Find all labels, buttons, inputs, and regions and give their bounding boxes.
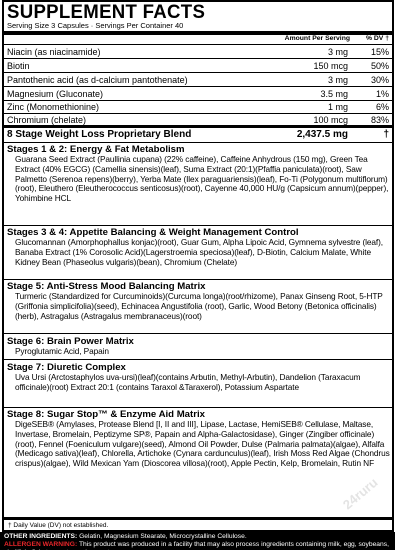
stage-ingredients: Guarana Seed Extract (Paullinia cupana) (22% caffeine), Caffeine Anhydrous (150 mg), Green Tea Extract (40% EGCG) (Camellia sinensis)(leaf), Suma Extract (20:1)(Pfaffia paniculata)(root), Saw Palmetto (Serenoa repens)(berry), Yerba Mate (Ilex paraguariensis)(leaf), Fo-Ti (Polygonum multiflorum)(root), Eleuthero (Eleutherococcus senticosus)(root), Cayenne 40,000 HU/g (Capsicum annum)(pepper), Yohimbine HCL <box>15 154 389 204</box>
nutrient-name: Biotin <box>7 61 30 71</box>
dv-header: % DV † <box>365 35 389 42</box>
divider <box>4 225 392 226</box>
nutrient-row <box>4 75 392 86</box>
stage-title: Stage 8: Sugar Stop™ & Enzyme Aid Matrix <box>7 409 205 420</box>
dv-footnote: † Daily Value (DV) not established. <box>8 522 109 529</box>
serving-info: Serving Size 3 Capsules · Servings Per Container 40 <box>7 21 184 30</box>
stage-section <box>7 144 391 204</box>
nutrient-dv: 15% <box>370 47 389 57</box>
stage-section <box>7 227 391 267</box>
stage-ingredients: Glucomannan (Amorphophallus konjac)(root), Guar Gum, Alpha Lipoic Acid, Gymnema sylvestre (leaf), Banaba Extract (1% Corosolic Acid)(Lagerstroemia speciosa)(leaf), D-Biotin, Calcium Malate, White Kidney Bean (Phaseolus vulgaris)(bean), Chromium (Chelate) <box>15 237 383 267</box>
nutrient-name: Niacin (as niacinamide) <box>7 47 101 57</box>
divider <box>4 407 392 408</box>
nutrient-row <box>4 89 392 100</box>
stage-section <box>7 336 391 357</box>
divider <box>4 86 392 87</box>
nutrient-amount: 3 mg <box>327 75 348 85</box>
divider-thick <box>4 517 392 520</box>
divider <box>4 113 392 114</box>
stage-title: Stage 7: Diuretic Complex <box>7 362 126 373</box>
divider <box>4 359 392 360</box>
nutrient-row <box>4 47 392 58</box>
stage-section <box>7 281 391 321</box>
nutrient-dv: 50% <box>370 61 389 71</box>
stage-section <box>7 362 391 393</box>
amount-header: Amount Per Serving <box>284 35 350 42</box>
allergen-text: This product was produced in a facility that may also process ingredients containing milk, egg, soybeans, shellfish, fish, tree nuts, and peanuts. <box>4 540 389 556</box>
nutrient-dv: 83% <box>370 115 389 125</box>
divider <box>4 142 392 143</box>
blend-dv: † <box>383 129 389 140</box>
nutrient-amount: 1 mg <box>327 102 348 112</box>
nutrient-amount: 100 mcg <box>313 115 348 125</box>
blend-amount: 2,437.5 mg <box>296 129 348 140</box>
nutrient-dv: 6% <box>375 102 389 112</box>
other-ingredients-text: Gelatin, Magnesium Stearate, Microcrystalline Cellulose. <box>79 533 247 540</box>
other-ingredients-bar <box>0 532 395 556</box>
watermark: 24ruru <box>339 474 381 513</box>
facts-panel <box>2 0 394 532</box>
allergen-label: ALLERGEN WARNING: <box>4 540 78 548</box>
stage-ingredients: Uva Ursi (Arctostaphylos uva-ursi)(leaf)(contains Arbutin, Methyl-Arbutin), Dandelion (Taraxacum officinale)(root) Extract 20:1 (contains Taraxol &Taraxerol), Potassium Aspartate <box>15 372 361 392</box>
nutrient-name: Magnesium (Gluconate) <box>7 89 104 99</box>
blend-name: 8 Stage Weight Loss Proprietary Blend <box>7 129 192 140</box>
stage-ingredients: DigeSEB® (Amylases, Protease Blend [I, II and III], Lipase, Lactase, HemiSEB® Cellulase, Maltase, Invertase, Bromelain, Peptizyme SP®, Papain and Alpha-Galactosidase), Ginger (Zingiber officinale)(root), Fennel (Foeniculum vulgare)(seed), Almond Oil Powder, Dulse (Palmaria palmata)(algae), Alfalfa (Medicago sativa)(leaf), Chlorella, Artichoke (Cynara cardunculus)(leaf), Irish Moss Red Algae (Chondrus crispus)(algae), Wild Mexican Yam (Dioscorea villosa)(root), Apple Pectin, Kelp, Bromelain, Rutin NF <box>15 419 390 469</box>
nutrient-amount: 3.5 mg <box>320 89 348 99</box>
allergen-line <box>4 541 391 556</box>
nutrient-name: Pantothenic acid (as d-calcium pantothenate) <box>7 75 188 85</box>
nutrient-dv: 30% <box>370 75 389 85</box>
nutrient-amount: 3 mg <box>327 47 348 57</box>
stage-title: Stages 1 & 2: Energy & Fat Metabolism <box>7 144 185 155</box>
divider <box>4 100 392 101</box>
divider <box>4 44 392 45</box>
nutrient-row <box>4 61 392 72</box>
stage-ingredients: Turmeric (Standardized for Curcuminoids)(Curcuma longa)(root/rhizome), Panax Ginseng Root, 5-HTP (Griffonia simplicifolia)(seed), Echinacea Angustifolia (root), Garlic, Wood Betony (Betonica officinalis)(herb), Astragalus (Astragalus membranaceus)(root) <box>15 291 383 321</box>
stage-title: Stages 3 & 4: Appetite Balancing & Weight Management Control <box>7 227 299 238</box>
nutrient-name: Chromium (chelate) <box>7 115 87 125</box>
nutrient-dv: 1% <box>375 89 389 99</box>
stage-section <box>7 409 391 469</box>
other-ingredients-label: OTHER INGREDIENTS: <box>4 533 78 540</box>
nutrient-name: Zinc (Monomethionine) <box>7 102 100 112</box>
nutrient-amount: 150 mcg <box>313 61 348 71</box>
divider <box>4 72 392 73</box>
nutrient-row <box>4 102 392 113</box>
stage-title: Stage 6: Brain Power Matrix <box>7 336 134 347</box>
divider <box>4 58 392 59</box>
divider <box>4 279 392 280</box>
label-title: SUPPLEMENT FACTS <box>7 2 206 23</box>
divider-thick <box>4 125 392 128</box>
stage-ingredients: Pyroglutamic Acid, Papain <box>15 346 109 356</box>
other-ingredients-line <box>4 533 391 541</box>
divider <box>4 333 392 334</box>
stage-title: Stage 5: Anti-Stress Mood Balancing Matrix <box>7 281 206 292</box>
